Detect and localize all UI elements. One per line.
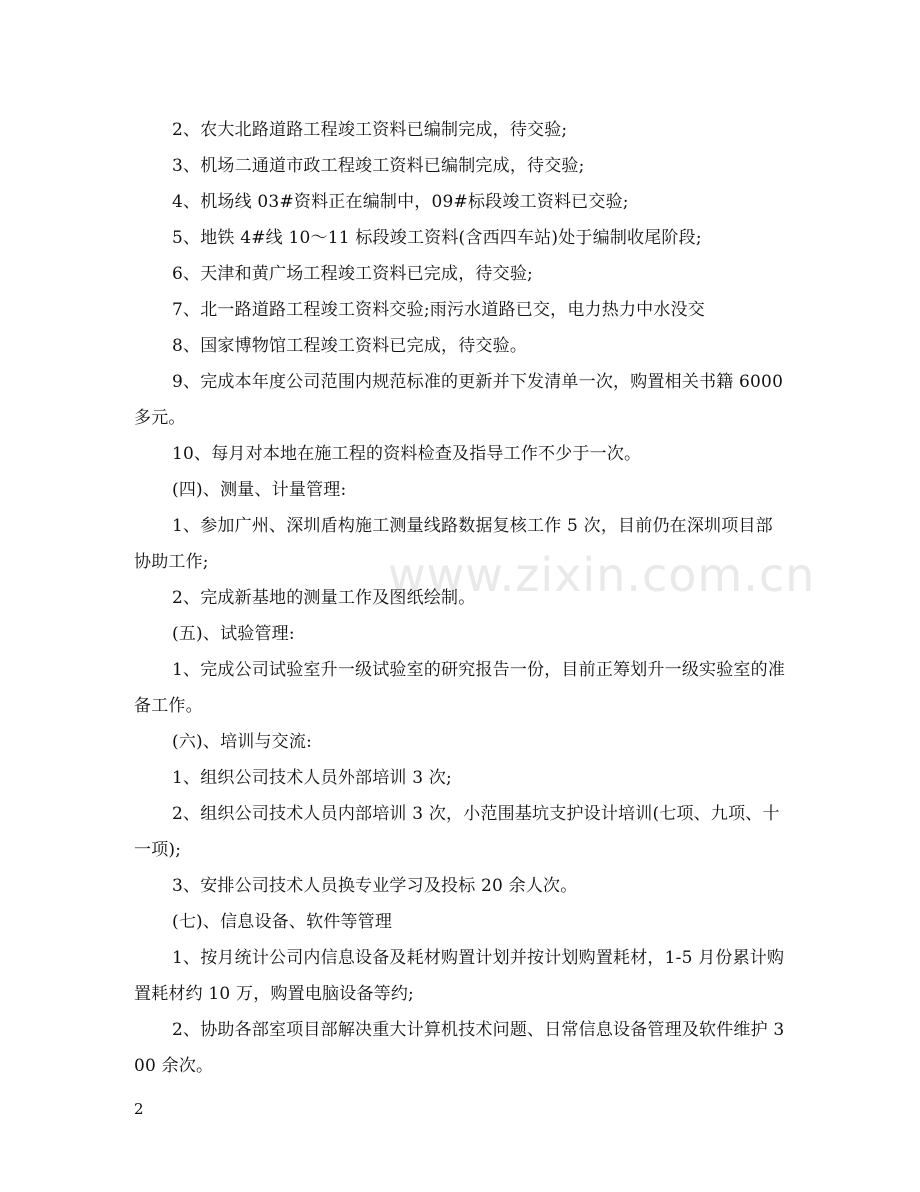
paragraph: 4、机场线 03#资料正在编制中，09#标段竣工资料已交验;: [172, 192, 629, 212]
watermark: www.zixin.com.cn: [388, 548, 816, 602]
section-heading: (四)、测量、计量管理:: [172, 480, 347, 500]
paragraph: 9、完成本年度公司范围内规范标准的更新并下发清单一次，购置相关书籍 6000 多元。: [134, 372, 784, 428]
paragraph: 2、协助各部室项目部解决重大计算机技术问题、日常信息设备管理及软件维护 300 余次。: [134, 1020, 785, 1076]
paragraph: 8、国家博物馆工程竣工资料已完成，待交验。: [172, 336, 528, 356]
section-heading: (七)、信息设备、软件等管理: [172, 912, 393, 932]
paragraph: 7、北一路道路工程竣工资料交验;雨污水道路已交，电力热力中水没交: [172, 300, 705, 320]
section-heading: (六)、培训与交流:: [172, 732, 312, 752]
paragraph: 2、完成新基地的测量工作及图纸绘制。: [172, 588, 476, 608]
section-heading: (五)、试验管理:: [172, 624, 295, 644]
paragraph: 10、每月对本地在施工程的资料检查及指导工作不少于一次。: [172, 444, 642, 464]
paragraph: 1、参加广州、深圳盾构施工测量线路数据复核工作 5 次，目前仍在深圳项目部协助工作;: [134, 516, 773, 572]
paragraph: 2、组织公司技术人员内部培训 3 次，小范围基坑支护设计培训(七项、九项、十一项);: [134, 804, 780, 860]
document-body: [134, 112, 786, 1084]
paragraph: 3、安排公司技术人员换专业学习及投标 20 余人次。: [172, 876, 578, 896]
page-number: 2: [134, 1100, 144, 1118]
paragraph: 1、组织公司技术人员外部培训 3 次;: [172, 768, 452, 788]
paragraph: 1、完成公司试验室升一级试验室的研究报告一份，目前正筹划升一级实验室的准备工作。: [134, 660, 786, 716]
paragraph: 2、农大北路道路工程竣工资料已编制完成，待交验;: [172, 120, 568, 140]
paragraph: 6、天津和黄广场工程竣工资料已完成，待交验;: [172, 264, 533, 284]
paragraph: 5、地铁 4#线 10～11 标段竣工资料(含西四车站)处于编制收尾阶段;: [172, 228, 702, 248]
paragraph: 1、按月统计公司内信息设备及耗材购置计划并按计划购置耗材，1-5 月份累计购置耗材约 10 万，购置电脑设备等约;: [134, 948, 785, 1004]
paragraph: 3、机场二通道市政工程竣工资料已编制完成，待交验;: [172, 156, 585, 176]
